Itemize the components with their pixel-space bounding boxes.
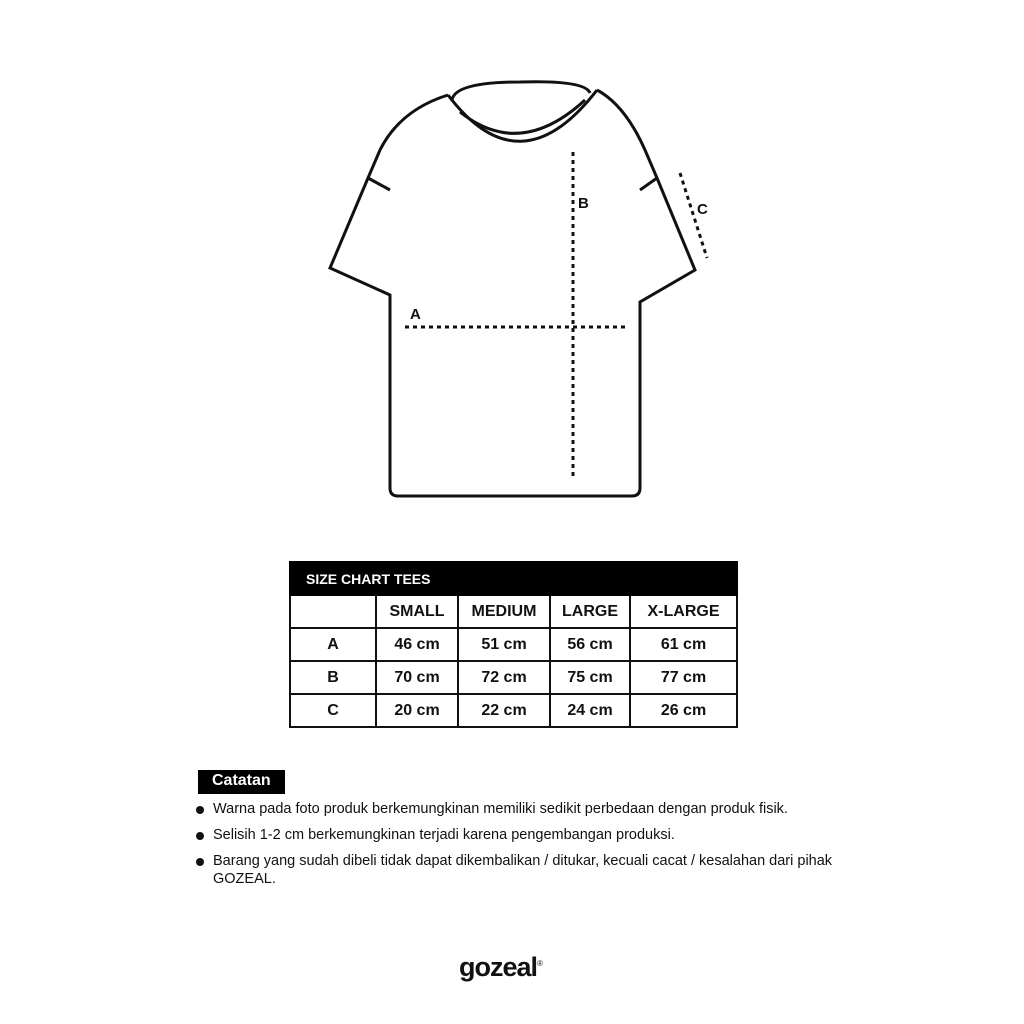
table-cell: 70 cm (376, 661, 458, 694)
note-item: Barang yang sudah dibeli tidak dapat dikembalikan / ditukar, kecuali cacat / kesalahan dari pihak GOZEAL. (196, 852, 846, 888)
column-header: X-LARGE (630, 595, 737, 628)
table-row (290, 694, 737, 727)
column-header (290, 595, 376, 628)
column-header: LARGE (550, 595, 630, 628)
table-cell: 46 cm (376, 628, 458, 661)
table-cell: 26 cm (630, 694, 737, 727)
label-a: A (410, 306, 421, 323)
column-header: MEDIUM (458, 595, 550, 628)
collar-inner (452, 82, 590, 100)
table-cell: 51 cm (458, 628, 550, 661)
size-chart-title: SIZE CHART TEES (290, 562, 737, 595)
notes-list (196, 800, 846, 896)
table-row (290, 628, 737, 661)
table-cell: 75 cm (550, 661, 630, 694)
table-cell: 24 cm (550, 694, 630, 727)
table-cell: 72 cm (458, 661, 550, 694)
row-label: B (290, 661, 376, 694)
table-row (290, 661, 737, 694)
table-cell: 61 cm (630, 628, 737, 661)
label-c: C (697, 201, 708, 218)
column-header: SMALL (376, 595, 458, 628)
row-label: A (290, 628, 376, 661)
label-b: B (578, 195, 589, 212)
table-cell: 77 cm (630, 661, 737, 694)
note-item: Selisih 1-2 cm berkemungkinan terjadi karena pengembangan produksi. (196, 826, 846, 844)
brand-logo (459, 952, 542, 983)
shirt-outline (330, 90, 695, 496)
brand-logo-text: gozeal (459, 952, 538, 982)
table-cell: 56 cm (550, 628, 630, 661)
left-sleeve-seam (368, 178, 390, 190)
table-cell: 22 cm (458, 694, 550, 727)
size-chart-table (289, 561, 738, 728)
note-item: Warna pada foto produk berkemungkinan memiliki sedikit perbedaan dengan produk fisik. (196, 800, 846, 818)
notes-heading: Catatan (198, 770, 285, 794)
table-header-row (290, 595, 737, 628)
registered-mark: ® (537, 959, 542, 968)
row-label: C (290, 694, 376, 727)
table-cell: 20 cm (376, 694, 458, 727)
right-sleeve-seam (640, 178, 657, 190)
